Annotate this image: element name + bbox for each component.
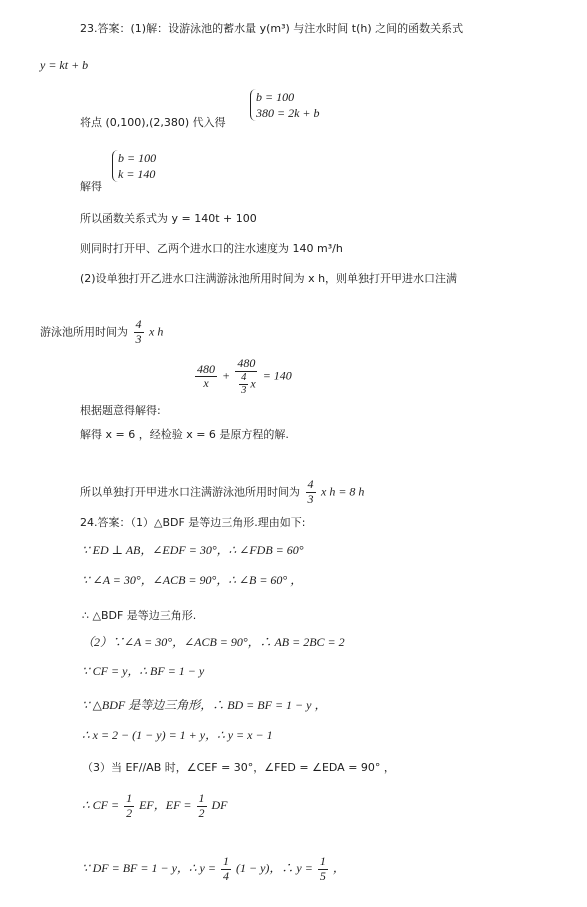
fraction-denominator: 2 (126, 805, 133, 820)
q24-l10-mid: EF，EF = (139, 798, 192, 813)
q23-substitute-eq-2: 380 = 2k + b (256, 106, 320, 121)
q24-line-10 (82, 792, 228, 821)
q23-part2-setup: (2)设单独打开乙进水口注满游泳池所用时间为 x h，则单独打开甲进水口注满 (80, 272, 458, 285)
q24-l11-post: ， (332, 861, 345, 876)
fraction-numerator: 1 (198, 791, 205, 805)
fraction-denominator: 3 (135, 331, 142, 346)
q24-line-5: （2）∵∠A = 30°，∠ACB = 90°，∴ AB = 2BC = 2 (82, 635, 345, 649)
fraction-numerator: 1 (126, 791, 133, 805)
q24-l10-pre: ∴ CF = (82, 798, 120, 813)
q24-l11-pre: ∵ DF = BF = 1 − y，∴ y = (82, 861, 216, 876)
q23-final-answer (80, 478, 364, 507)
fraction-denominator: 4 (222, 868, 229, 883)
q24-l10-post: DF (211, 798, 228, 813)
q24-l10-fraction-2 (197, 792, 207, 821)
fraction-denominator: 5 (319, 868, 326, 883)
q23-substitute-system (250, 89, 320, 121)
equation-fraction-a (195, 363, 217, 392)
fraction-denominator: x (203, 376, 209, 391)
equation-rhs: = 140 (262, 368, 292, 383)
fraction-numerator: 4 (135, 317, 142, 331)
q24-line-1: 24.答案：（1）△BDF 是等边三角形.理由如下: (80, 516, 306, 529)
q23-substitute-text: 将点 (0,100),(2,380) 代入得 (80, 116, 226, 129)
q23-line-1: 23.答案：(1)解：设游泳池的蓄水量 y(m³) 与注水时间 t(h) 之间的函数关系式 (80, 22, 464, 35)
fraction-denominator: 2 (198, 805, 205, 820)
q24-line-9: （3）当 EF//AB 时，∠CEF = 30°，∠FED = ∠EDA = 90° ， (82, 761, 395, 774)
q23-final-fraction (306, 478, 316, 507)
fraction-numerator: 1 (222, 854, 229, 868)
equation-fraction-b (235, 357, 258, 397)
q23-substitute-eq-1: b = 100 (256, 90, 295, 104)
q23-speed-result: 则同时打开甲、乙两个进水口的注水速度为 140 m³/h (80, 242, 343, 255)
fraction-denominator (235, 372, 258, 397)
q24-l11-mid: (1 − y)，∴ y = (235, 861, 313, 876)
q23-function-result: 所以函数关系式为 y = 140t + 100 (80, 212, 257, 225)
fraction-denominator: 3 (307, 491, 314, 506)
q23-solution-check: 解得 x = 6 ，经检验 x = 6 是原方程的解. (80, 428, 289, 441)
q24-l11-fraction-1 (221, 855, 231, 884)
q24-line-6: ∵ CF = y，∴ BF = 1 − y (82, 664, 205, 678)
q24-line-8: ∴ x = 2 − (1 − y) = 1 + y，∴ y = x − 1 (82, 728, 273, 742)
q24-line-7: ∵ △BDF 是等边三角形，∴ BD = BF = 1 − y ， (82, 698, 327, 712)
fraction-numerator: 480 (237, 356, 256, 370)
q24-l11-fraction-2 (318, 855, 328, 884)
nested-fraction-variable: x (250, 376, 256, 391)
q23-function-form: y = kt + b (40, 58, 89, 72)
nested-fraction (239, 372, 248, 397)
q24-line-11 (82, 855, 345, 884)
q23-solve-system (112, 150, 156, 182)
q23-final-value: x h = 8 h (321, 484, 365, 499)
q23-solve-text: 解得 (80, 180, 102, 193)
fraction-numerator: 480 (197, 361, 215, 376)
q23-part2-time-text: 游泳池所用时间为 (40, 325, 128, 339)
q23-part2-time (40, 318, 163, 347)
q23-part2-fraction (134, 318, 144, 347)
q23-part2-time-unit: x h (149, 324, 164, 339)
fraction-numerator: 4 (239, 372, 248, 385)
fraction-numerator: 4 (307, 477, 314, 491)
q24-line-4: ∴ △BDF 是等边三角形. (82, 609, 197, 622)
q24-line-3: ∵ ∠A = 30°，∠ACB = 90°，∴ ∠B = 60° ， (82, 573, 303, 587)
fraction-numerator: 1 (319, 854, 326, 868)
fraction-denominator: 3 (241, 384, 247, 396)
q23-solve-eq-1: b = 100 (118, 151, 157, 165)
q24-line-2: ∵ ED ⊥ AB，∠EDF = 30°，∴ ∠FDB = 60° (82, 543, 304, 557)
q23-equation-label: 根据题意得解得: (80, 404, 161, 417)
q24-l10-fraction-1 (124, 792, 134, 821)
q23-solve-eq-2: k = 140 (118, 167, 156, 182)
q23-equation: $\frac{480}{x}$ + 480 $\frac{4}{3}$ x = 140 (197, 356, 292, 396)
q23-final-text: 所以单独打开甲进水口注满游泳池所用时间为 (80, 485, 300, 499)
